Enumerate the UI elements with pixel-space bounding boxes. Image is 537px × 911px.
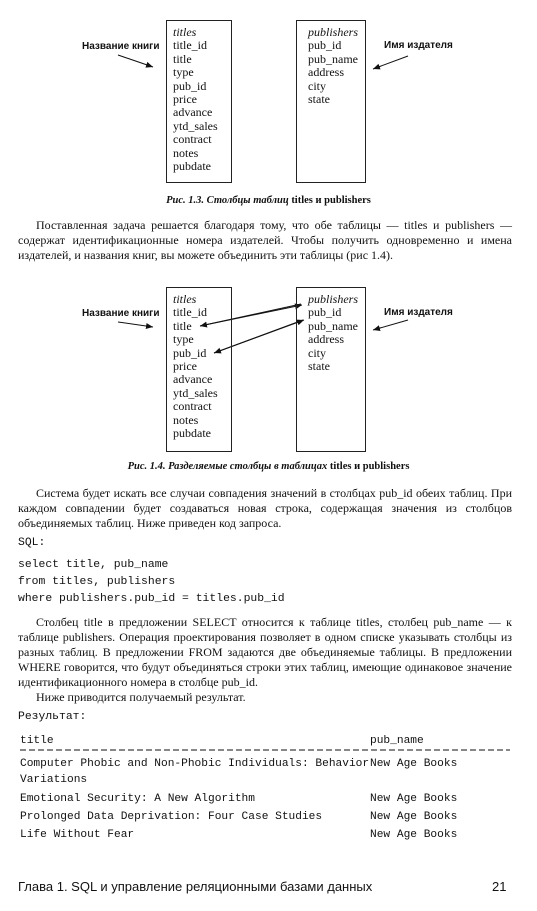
figure2-caption: Рис. 1.4. Разделяемые столбцы в таблицах titles и publishers — [127, 461, 410, 472]
sql-label: SQL: — [18, 537, 46, 549]
sql-code-line-1: select title, pub_name — [18, 559, 169, 571]
column-name: type — [173, 65, 194, 80]
column-name: title — [173, 318, 192, 333]
figure1-right-label: Имя издателя — [384, 40, 453, 51]
paragraph-3: Столбец title в предложении SELECT относится к таблице titles, столбец pub_name — к таблице publishers. Операция проектирования позволяет в одном списке указывать столбцы из разных таблиц. В предложении FROM задаются две объединяемые таблицы. В предложении WHERE говорится, что будут объединяться строки этих таблиц, имеющие одинаковое значение идентификационного номера в столбце pub_id. Ниже приводится получаемый результат. — [18, 615, 512, 705]
column-name: pubdate — [173, 159, 211, 174]
sql-code-line-2: from titles, publishers — [18, 576, 176, 588]
figure1-caption: Рис. 1.3. Столбцы таблиц titles и publishers — [166, 195, 371, 206]
column-name: city — [308, 78, 326, 93]
column-name: address — [308, 332, 344, 347]
footer-chapter: Глава 1. SQL и управление реляционными базами данных — [18, 879, 373, 894]
figure1-left-arrow — [118, 55, 153, 67]
column-name: price — [173, 92, 197, 107]
table-name: titles — [173, 292, 197, 306]
paragraph-2: Система будет искать все случаи совпадения значений в столбцах pub_id обеих таблиц. При каждом совпадении будет создаваться новая строка, содержащая значения из столбцов объединяемых таблиц. Ниже приведен код запроса. — [18, 486, 512, 531]
column-name: advance — [173, 372, 213, 387]
column-name: pub_id — [173, 78, 207, 93]
column-name: notes — [173, 145, 199, 160]
column-name: ytd_sales — [173, 118, 218, 133]
column-name: pub_name — [308, 318, 358, 333]
column-name: city — [308, 345, 326, 360]
figure2-titles-columns — [173, 293, 218, 440]
figure1-right-arrow — [373, 56, 408, 69]
column-name: pub_id — [308, 305, 342, 320]
figure2-left-arrow — [118, 322, 153, 327]
paragraph-1: Поставленная задача решается благодаря тому, что обе таблицы — titles и publishers — содержат идентификационные номера издателей. Чтобы получить одновременно и имена издателей, и названия книг, вы можете объединить эти таблицы (рис 1.4). — [18, 218, 512, 263]
column-name: title_id — [173, 38, 207, 53]
table-name: titles — [173, 25, 197, 39]
column-name: pubdate — [173, 426, 211, 441]
column-name: ytd_sales — [173, 385, 218, 400]
column-name: price — [173, 359, 197, 374]
figure1-left-label: Название книги — [82, 41, 160, 52]
figure2-publishers-columns — [308, 293, 358, 373]
column-name: title — [173, 51, 192, 66]
figure2-left-label: Название книги — [82, 308, 160, 319]
table-name: publishers — [308, 292, 359, 306]
column-name: title_id — [173, 305, 207, 320]
column-name: state — [308, 92, 330, 107]
column-name: state — [308, 359, 330, 374]
column-name: advance — [173, 105, 213, 120]
column-name: type — [173, 332, 194, 347]
column-name: contract — [173, 399, 212, 414]
column-name: notes — [173, 412, 199, 427]
result-header-title: title — [20, 735, 54, 747]
column-name: address — [308, 65, 344, 80]
page-number: 21 — [492, 879, 507, 894]
column-name: pub_name — [308, 51, 358, 66]
column-name: contract — [173, 132, 212, 147]
column-name: pub_id — [173, 345, 207, 360]
figure2-right-arrow — [373, 320, 408, 330]
sql-code-line-3: where publishers.pub_id = titles.pub_id — [18, 593, 285, 605]
figure2-right-label: Имя издателя — [384, 307, 453, 318]
column-name: pub_id — [308, 38, 342, 53]
result-label: Результат: — [18, 711, 87, 723]
result-header-pub-name: pub_name — [370, 735, 424, 747]
table-name: publishers — [308, 25, 359, 39]
